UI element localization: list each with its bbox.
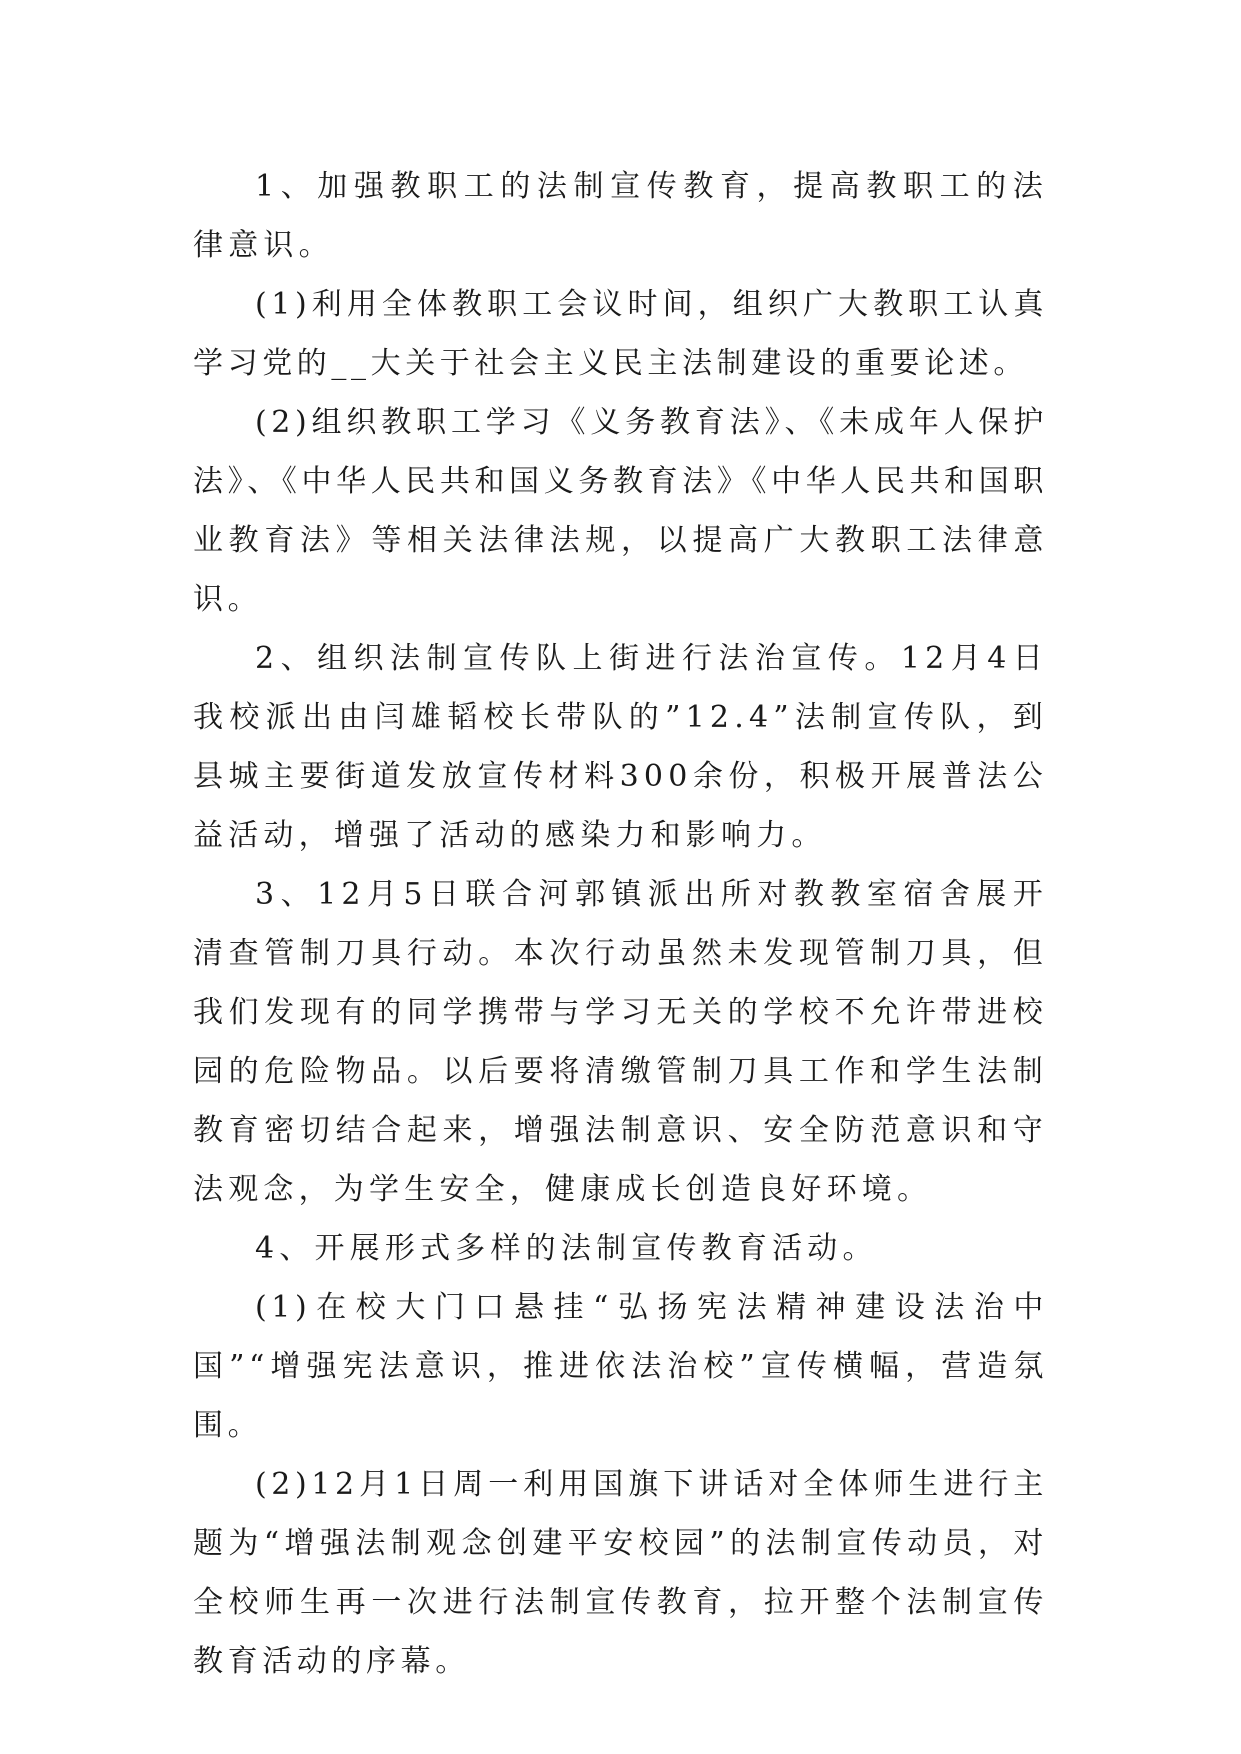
paragraph-4-2: (2)12月1日周一利用国旗下讲话对全体师生进行主题为“增强法制观念创建平安校园”的法制宣传动员，对全校师生再一次进行法制宣传教育，拉开整个法制宣传教育活动的序幕。 — [193, 1467, 1048, 1679]
paragraph-4-1: (1)在校大门口悬挂“弘扬宪法精神建设法治中国”“增强宪法意识，推进依法治校”宣传横幅，营造氛围。 — [193, 1290, 1048, 1443]
paragraph-1-2: (2)组织教职工学习《义务教育法》、《未成年人保护法》、《中华人民共和国义务教育法》《中华人民共和国职业教育法》等相关法律法规，以提高广大教职工法律意识。 — [193, 405, 1048, 617]
paragraph-1-1: (1)利用全体教职工会议时间，组织广大教职工认真学习党的__大关于社会主义民主法制建设的重要论述。 — [193, 287, 1048, 381]
paragraph-3: 3、12月5日联合河郭镇派出所对教教室宿舍展开清查管制刀具行动。本次行动虽然未发现管制刀具，但我们发现有的同学携带与学习无关的学校不允许带进校园的危险物品。以后要将清缴管制刀具工作和学生法制教育密切结合起来，增强法制意识、安全防范意识和守法观念，为学生安全，健康成长创造良好环境。 — [193, 877, 1048, 1207]
paragraph-2: 2、组织法制宣传队上街进行法治宣传。12月4日我校派出由闫雄韬校长带队的”12.4”法制宣传队，到县城主要街道发放宣传材料300余份，积极开展普法公益活动，增强了活动的感染力和影响力。 — [193, 641, 1048, 853]
paragraph-1: 1、加强教职工的法制宣传教育，提高教职工的法律意识。 — [193, 169, 1048, 263]
document-body — [193, 157, 1048, 1691]
paragraph-4: 4、开展形式多样的法制宣传教育活动。 — [255, 1231, 878, 1266]
